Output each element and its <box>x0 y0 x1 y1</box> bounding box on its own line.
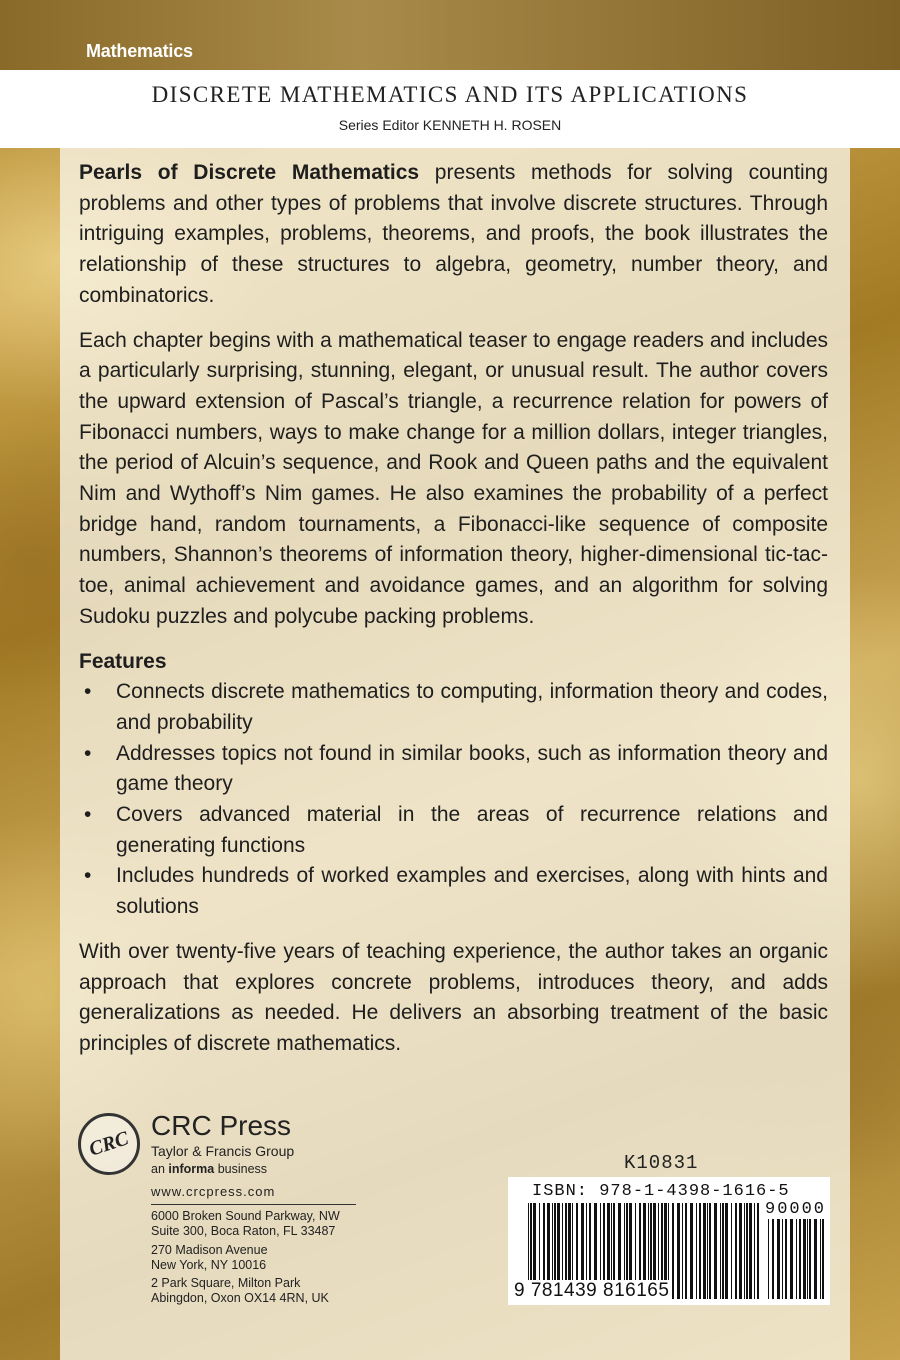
bullet-icon: • <box>84 680 92 704</box>
address-line: 2 Park Square, Milton Park <box>151 1276 301 1290</box>
tagline-post: business <box>214 1162 268 1176</box>
barcode-bar <box>714 1203 717 1299</box>
address-block <box>151 1209 340 1239</box>
barcode-bar <box>754 1203 755 1299</box>
barcode-bar <box>807 1219 808 1299</box>
publisher-name: CRC Press <box>151 1110 292 1141</box>
features-heading: Features <box>79 649 167 673</box>
barcode-bar <box>790 1219 793 1299</box>
series-band <box>0 70 900 148</box>
barcode-bar <box>682 1203 683 1299</box>
barcode-bar <box>725 1203 728 1299</box>
barcode-bar <box>677 1203 680 1299</box>
logo-text: CRC <box>86 1127 132 1161</box>
series-editor: Series Editor KENNETH H. ROSEN <box>338 117 562 133</box>
address-line: 6000 Broken Sound Parkway, NW <box>151 1209 340 1223</box>
product-code: K10831 <box>624 1152 699 1174</box>
feature-item <box>79 677 828 738</box>
price-code: 90000 <box>765 1200 827 1219</box>
crc-logo-icon <box>78 1113 140 1175</box>
barcode-bar <box>820 1219 821 1299</box>
barcode-addon-icon <box>768 1219 826 1299</box>
barcode-bar <box>803 1219 806 1299</box>
intro-paragraph <box>79 158 828 312</box>
address-line: 270 Madison Avenue <box>151 1243 268 1257</box>
barcode-bar <box>785 1219 787 1299</box>
feature-item <box>79 800 828 861</box>
barcode-bar <box>685 1203 687 1299</box>
feature-text: Covers advanced material in the areas of recurrence relations and generating functions <box>116 803 828 857</box>
barcode-digits: 9 781439 816165 <box>514 1280 670 1301</box>
barcode-bar <box>757 1203 759 1299</box>
author-paragraph: With over twenty-five years of teaching experience, the author takes an organic approach that explores concrete problems, introduces theory, and adds generalizations as needed. He delivers an absorbing treatment of the basic principles of discrete mathematics. <box>79 939 828 1055</box>
barcode-bar <box>709 1203 711 1299</box>
address-block <box>151 1243 268 1273</box>
address-line: New York, NY 10016 <box>151 1258 267 1272</box>
barcode-bar <box>744 1203 745 1299</box>
barcode-bar <box>690 1203 693 1299</box>
barcode-bar <box>782 1219 783 1299</box>
bullet-icon: • <box>84 803 92 827</box>
barcode-bar <box>822 1219 824 1299</box>
publisher-url: www.crcpress.com <box>151 1184 276 1199</box>
barcode-bar <box>672 1203 674 1299</box>
divider <box>151 1204 356 1205</box>
feature-text: Connects discrete mathematics to computing, information theory and codes, and probability <box>116 680 828 734</box>
barcode-bar <box>707 1203 708 1299</box>
barcode-bar <box>814 1219 817 1299</box>
barcode-bar <box>720 1203 721 1299</box>
bullet-icon: • <box>84 864 92 888</box>
barcode-bar <box>703 1203 706 1299</box>
description <box>79 158 828 1074</box>
features-list <box>79 677 828 923</box>
barcode-bar <box>799 1219 801 1299</box>
feature-text: Addresses topics not found in similar books, such as information theory and game theory <box>116 741 828 796</box>
barcode-bar <box>739 1203 742 1299</box>
publisher-tagline <box>151 1162 267 1176</box>
address-line: Suite 300, Boca Raton, FL 33487 <box>151 1224 336 1238</box>
series-title: DISCRETE MATHEMATICS AND ITS APPLICATIONS <box>151 82 749 107</box>
feature-item <box>79 861 828 922</box>
subject-label: Mathematics <box>86 41 193 61</box>
bullet-icon: • <box>84 741 92 765</box>
barcode-bar <box>731 1203 732 1299</box>
barcode-bar <box>746 1203 748 1299</box>
barcode-bar <box>696 1203 697 1299</box>
barcode-bar <box>699 1203 701 1299</box>
intro-text: presents methods for solving counting problems and other types of problems that involve discrete structures. Through intriguing examples, problems, theorems, and proofs, the book illustrates the relationship of these structures to algebra, geometry, number theory, and combinatorics. <box>79 161 828 307</box>
barcode-bar <box>735 1203 737 1299</box>
barcode-bar <box>768 1219 769 1299</box>
isbn-label: ISBN: 978-1-4398-1616-5 <box>532 1182 790 1201</box>
book-title: Pearls of Discrete Mathematics <box>79 161 420 184</box>
barcode-bar <box>809 1219 811 1299</box>
barcode-bar <box>777 1219 780 1299</box>
address-line: Abingdon, Oxon OX14 4RN, UK <box>151 1291 329 1305</box>
address-block <box>151 1276 329 1306</box>
feature-item <box>79 739 828 800</box>
feature-text: Includes hundreds of worked examples and exercises, along with hints and solutions <box>116 864 828 919</box>
barcode-bar <box>796 1219 797 1299</box>
chapters-paragraph: Each chapter begins with a mathematical teaser to engage readers and includes a particularly surprising, stunning, elegant, or unusual result. The author covers the upward extension of Pascal’s triangle, a recurrence relation for powers of Fibonacci numbers, ways to make change for a million dollars, integer triangles, the period of Alcuin’s sequence, and Rook and Queen paths and the equivalent Nim and Wythoff’s Nim games. He also examines the probability of a perfect bridge hand, random tournaments, a Fibonacci-like sequence of composite numbers, Shannon’s theorems of information theory, higher-dimensional tic-tac-toe, animal achievement and avoidance games, and an algorithm for solving Sudoku puzzles and polycube packing problems. <box>79 328 828 628</box>
tagline-pre: an <box>151 1162 169 1176</box>
barcode-bar <box>749 1203 752 1299</box>
publisher-group: Taylor & Francis Group <box>151 1143 295 1159</box>
barcode-bar <box>722 1203 724 1299</box>
top-band <box>0 0 900 70</box>
barcode-bar <box>772 1219 774 1299</box>
tagline-brand: informa <box>168 1162 215 1176</box>
